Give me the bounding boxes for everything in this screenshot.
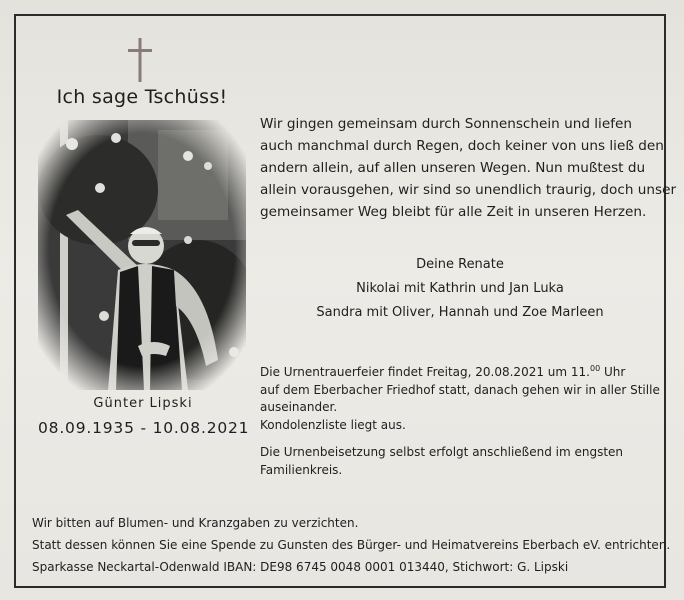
cross-icon <box>122 38 158 82</box>
poem-line: andern allein, auf allen unseren Wegen. Nun mußtest du <box>260 160 646 176</box>
poem-line: allein vorausgehen, wir sind so unendlich traurig, doch unser <box>260 182 677 198</box>
poem-line: auch manchmal durch Regen, doch keiner von uns ließ den <box>260 138 664 154</box>
burial-line: Die Urnenbeisetzung selbst erfolgt anschließend im engsten <box>260 445 624 459</box>
donation-info <box>32 512 671 578</box>
ceremony-info <box>260 360 660 479</box>
portrait-photo <box>38 120 246 390</box>
headline: Ich sage Tschüss! <box>56 86 228 108</box>
mourner-line: Deine Renate <box>416 257 504 272</box>
burial-line: Familienkreis. <box>260 462 343 477</box>
poem-line: Wir gingen gemeinsam durch Sonnenschein und liefen <box>260 116 632 132</box>
ceremony-date-text: Die Urnentrauerfeier findet Freitag, 20.08.2021 um 11. <box>260 365 590 379</box>
ceremony-line: auseinander. <box>260 400 338 414</box>
deceased-name: Günter Lipski <box>93 396 193 411</box>
ceremony-time-superscript: 00 <box>589 364 601 373</box>
ceremony-line <box>260 360 660 382</box>
ceremony-line: auf dem Eberbacher Friedhof statt, danach gehen wir in aller Stille <box>260 382 660 397</box>
poem-text <box>260 113 677 223</box>
spacer <box>260 434 660 444</box>
ceremony-time-unit: Uhr <box>600 365 626 379</box>
mourner-line: Nikolai mit Kathrin und Jan Luka <box>356 281 564 296</box>
mourners-list <box>300 253 620 325</box>
footer-line: Wir bitten auf Blumen- und Kranzgaben zu verzichten. <box>32 516 359 530</box>
mourner-line: Sandra mit Oliver, Hannah und Zoe Marleen <box>316 305 604 320</box>
poem-line: gemeinsamer Weg bleibt für alle Zeit in unseren Herzen. <box>260 204 647 220</box>
life-dates: 08.09.1935 - 10.08.2021 <box>38 419 250 437</box>
ceremony-line: Kondolenzliste liegt aus. <box>260 417 406 432</box>
footer-line: Statt dessen können Sie eine Spende zu Gunsten des Bürger- und Heimatvereins Eberbach eV. entrichten. <box>32 538 671 552</box>
footer-line: Sparkasse Neckartal-Odenwald IBAN: DE98 6745 0048 0001 013440, Stichwort: G. Lipski <box>32 560 569 574</box>
